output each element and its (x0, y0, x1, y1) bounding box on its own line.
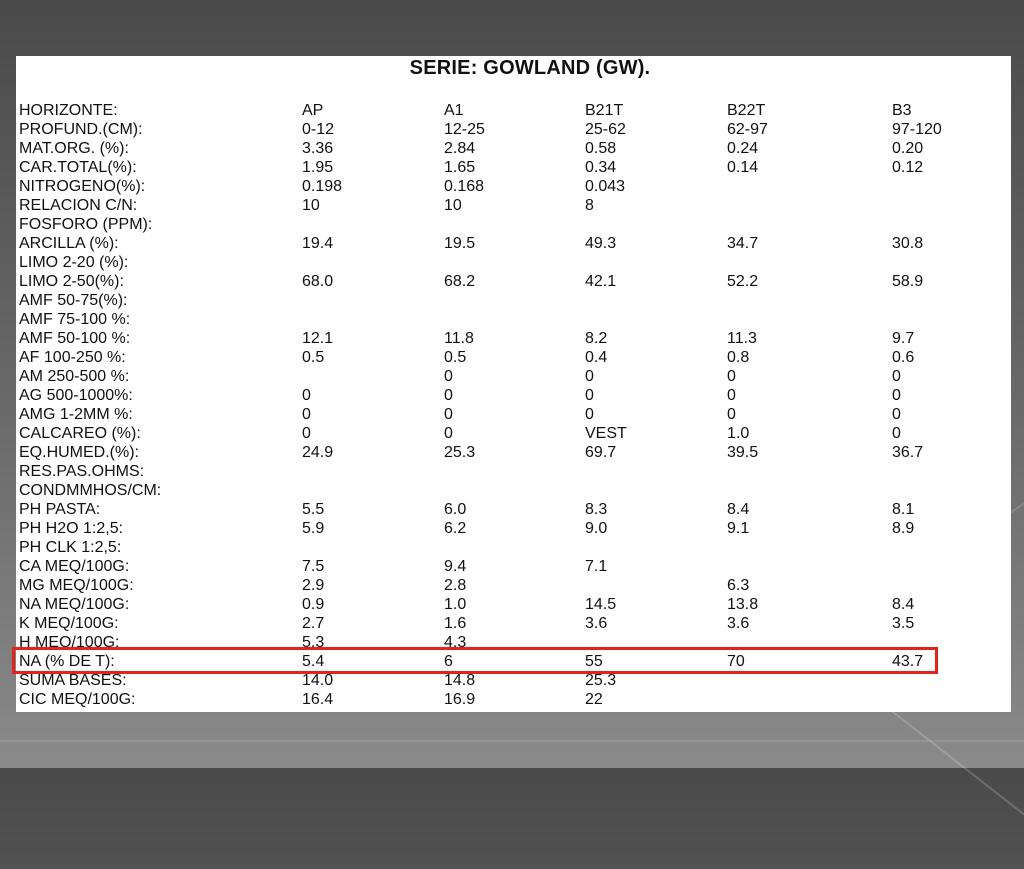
row-label: AMF 50-100 %: (19, 330, 131, 347)
table-row (16, 576, 1011, 595)
table-cell: 0.168 (444, 178, 485, 195)
table-cell: 0.4 (585, 349, 608, 366)
table-cell: 0 (444, 406, 453, 423)
table-row (16, 291, 1011, 310)
row-label: SUMA BASES: (19, 672, 127, 689)
row-label: AMF 75-100 %: (19, 311, 131, 328)
row-label: CAR.TOTAL(%): (19, 159, 137, 176)
table-cell: 0 (727, 406, 736, 423)
table-cell: 58.9 (892, 273, 924, 290)
row-label: AMG 1-2MM %: (19, 406, 133, 423)
table-cell: 7.1 (585, 558, 608, 575)
table-cell: 8.4 (727, 501, 750, 518)
row-label: MG MEQ/100G: (19, 577, 134, 594)
row-label: RES.PAS.OHMS: (19, 463, 145, 480)
table-cell: B22T (727, 102, 766, 119)
table-cell: 0.8 (727, 349, 750, 366)
slide-page (16, 56, 1011, 712)
table-cell: 1.6 (444, 615, 467, 632)
table-row (16, 405, 1011, 424)
table-cell: 16.9 (444, 691, 476, 708)
table-cell: 55 (585, 653, 603, 670)
table-cell: 9.1 (727, 520, 750, 537)
table-cell: 8 (585, 197, 594, 214)
table-cell: 1.65 (444, 159, 476, 176)
table-cell: 0.5 (444, 349, 467, 366)
table-cell: 12.1 (302, 330, 334, 347)
table-cell: 8.2 (585, 330, 608, 347)
table-cell: 0.20 (892, 140, 924, 157)
table-cell: 1.0 (727, 425, 750, 442)
table-cell: 0 (892, 406, 901, 423)
table-cell: 16.4 (302, 691, 334, 708)
table-cell: 0 (727, 368, 736, 385)
table-cell: 14.8 (444, 672, 476, 689)
table-cell: 6.2 (444, 520, 467, 537)
table-row (16, 215, 1011, 234)
table-cell: 0 (727, 387, 736, 404)
row-label: PH PASTA: (19, 501, 101, 518)
table-row (16, 690, 1011, 709)
table-cell: 12-25 (444, 121, 485, 138)
row-label: CA MEQ/100G: (19, 558, 130, 575)
row-label: CIC MEQ/100G: (19, 691, 136, 708)
table-cell: 2.9 (302, 577, 325, 594)
table-row (16, 614, 1011, 633)
row-label: K MEQ/100G: (19, 615, 119, 632)
table-cell: 11.3 (727, 330, 757, 347)
table-cell: 1.0 (444, 596, 467, 613)
table-cell: 2.7 (302, 615, 325, 632)
table-cell: 2.84 (444, 140, 476, 157)
table-cell: 42.1 (585, 273, 617, 290)
row-label: PH CLK 1:2,5: (19, 539, 122, 556)
table-cell: 6.0 (444, 501, 467, 518)
table-cell: 0.34 (585, 159, 617, 176)
table-row (16, 519, 1011, 538)
table-row (16, 272, 1011, 291)
table-row (16, 595, 1011, 614)
table-cell: 0-12 (302, 121, 335, 138)
table-cell: 0.14 (727, 159, 759, 176)
table-cell: AP (302, 102, 324, 119)
table-cell: 0.5 (302, 349, 325, 366)
table-row (16, 633, 1011, 652)
table-cell: 8.3 (585, 501, 608, 518)
table-cell: 0 (302, 406, 311, 423)
table-row (16, 557, 1011, 576)
table-cell: 5.3 (302, 634, 325, 651)
table-row (16, 329, 1011, 348)
row-label: LIMO 2-20 (%): (19, 254, 129, 271)
table-cell: 0 (585, 406, 594, 423)
table-row (16, 234, 1011, 253)
table-row (16, 139, 1011, 158)
table-row (16, 348, 1011, 367)
table-cell: 25-62 (585, 121, 626, 138)
table-cell: A1 (444, 102, 464, 119)
row-label: HORIZONTE: (19, 102, 118, 119)
table-cell: 0.24 (727, 140, 759, 157)
table-cell: 3.6 (727, 615, 750, 632)
table-cell: 0 (585, 368, 594, 385)
table-cell: 13.8 (727, 596, 759, 613)
row-label: AM 250-500 %: (19, 368, 130, 385)
row-label: FOSFORO (PPM): (19, 216, 153, 233)
table-row (16, 120, 1011, 139)
table-cell: 43.7 (892, 653, 924, 670)
table-row (16, 196, 1011, 215)
table-row (16, 310, 1011, 329)
table-row (16, 481, 1011, 500)
table-cell: 24.9 (302, 444, 334, 461)
table-row (16, 386, 1011, 405)
table-cell: 70 (727, 653, 745, 670)
table-cell: 8.9 (892, 520, 915, 537)
table-row (16, 101, 1011, 120)
table-cell: 0.12 (892, 159, 924, 176)
table-cell: 30.8 (892, 235, 924, 252)
table-cell: 1.95 (302, 159, 334, 176)
table-cell: 68.0 (302, 273, 334, 290)
table-cell: 11.8 (444, 330, 474, 347)
table-cell: 5.9 (302, 520, 325, 537)
row-label: ARCILLA (%): (19, 235, 119, 252)
soil-data-table (16, 101, 1011, 709)
table-cell: 5.5 (302, 501, 325, 518)
row-label: LIMO 2-50(%): (19, 273, 124, 290)
table-cell: 0.6 (892, 349, 915, 366)
table-cell: 0.198 (302, 178, 343, 195)
table-row (16, 424, 1011, 443)
row-label: PROFUND.(CM): (19, 121, 143, 138)
table-cell: 3.6 (585, 615, 608, 632)
table-row (16, 500, 1011, 519)
table-cell: 10 (444, 197, 462, 214)
table-cell: 9.7 (892, 330, 915, 347)
table-cell: 19.5 (444, 235, 476, 252)
table-cell: 0 (302, 425, 311, 442)
table-cell: 52.2 (727, 273, 759, 290)
row-label: EQ.HUMED.(%): (19, 444, 139, 461)
table-cell: 2.8 (444, 577, 467, 594)
row-label: CONDMMHOS/CM: (19, 482, 162, 499)
table-row (16, 443, 1011, 462)
table-cell: 0.58 (585, 140, 617, 157)
table-cell: VEST (585, 425, 627, 442)
table-cell: 3.36 (302, 140, 334, 157)
table-cell: 14.0 (302, 672, 334, 689)
table-cell: 69.7 (585, 444, 617, 461)
table-cell: 14.5 (585, 596, 617, 613)
table-cell: 0 (444, 387, 453, 404)
table-cell: 0 (585, 387, 594, 404)
table-cell: 39.5 (727, 444, 759, 461)
table-cell: 34.7 (727, 235, 759, 252)
table-cell: 49.3 (585, 235, 617, 252)
table-cell: B21T (585, 102, 624, 119)
table-cell: 25.3 (585, 672, 617, 689)
table-cell: 9.4 (444, 558, 467, 575)
table-cell: 8.4 (892, 596, 915, 613)
table-cell: 0.9 (302, 596, 325, 613)
table-cell: 22 (585, 691, 603, 708)
table-cell: 9.0 (585, 520, 608, 537)
row-label: NA (% DE T): (19, 653, 115, 670)
table-row (16, 253, 1011, 272)
table-cell: 62-97 (727, 121, 768, 138)
table-cell: 5.4 (302, 653, 325, 670)
slide-title: SERIE: GOWLAND (GW). (409, 57, 651, 79)
table-cell: 8.1 (892, 501, 915, 518)
table-cell: 0 (302, 387, 311, 404)
table-cell: 6.3 (727, 577, 750, 594)
table-cell: 19.4 (302, 235, 334, 252)
row-label: AMF 50-75(%): (19, 292, 128, 309)
table-cell: 25.3 (444, 444, 476, 461)
background-decoration-line (0, 740, 1024, 742)
row-label: NA MEQ/100G: (19, 596, 130, 613)
table-cell: 97-120 (892, 121, 942, 138)
table-cell: 4.3 (444, 634, 467, 651)
table-cell: B3 (892, 102, 912, 119)
table-cell: 0.043 (585, 178, 626, 195)
table-cell: 0 (444, 425, 453, 442)
table-row (16, 177, 1011, 196)
table-row (16, 158, 1011, 177)
table-cell: 7.5 (302, 558, 325, 575)
table-cell: 68.2 (444, 273, 476, 290)
table-cell: 0 (892, 387, 901, 404)
table-row (16, 367, 1011, 386)
row-label: NITROGENO(%): (19, 178, 146, 195)
table-row (16, 671, 1011, 690)
row-label: PH H2O 1:2,5: (19, 520, 124, 537)
table-cell: 6 (444, 653, 453, 670)
row-label: AG 500-1000%: (19, 387, 133, 404)
table-cell: 36.7 (892, 444, 924, 461)
table-cell: 3.5 (892, 615, 915, 632)
table-row (16, 652, 1011, 671)
table-cell: 0 (892, 425, 901, 442)
table-row (16, 538, 1011, 557)
row-label: H MEQ/100G: (19, 634, 120, 651)
table-row (16, 462, 1011, 481)
row-label: RELACION C/N: (19, 197, 138, 214)
table-cell: 0 (892, 368, 901, 385)
table-cell: 0 (444, 368, 453, 385)
row-label: CALCAREO (%): (19, 425, 141, 442)
row-label: AF 100-250 %: (19, 349, 126, 366)
table-cell: 10 (302, 197, 320, 214)
row-label: MAT.ORG. (%): (19, 140, 129, 157)
